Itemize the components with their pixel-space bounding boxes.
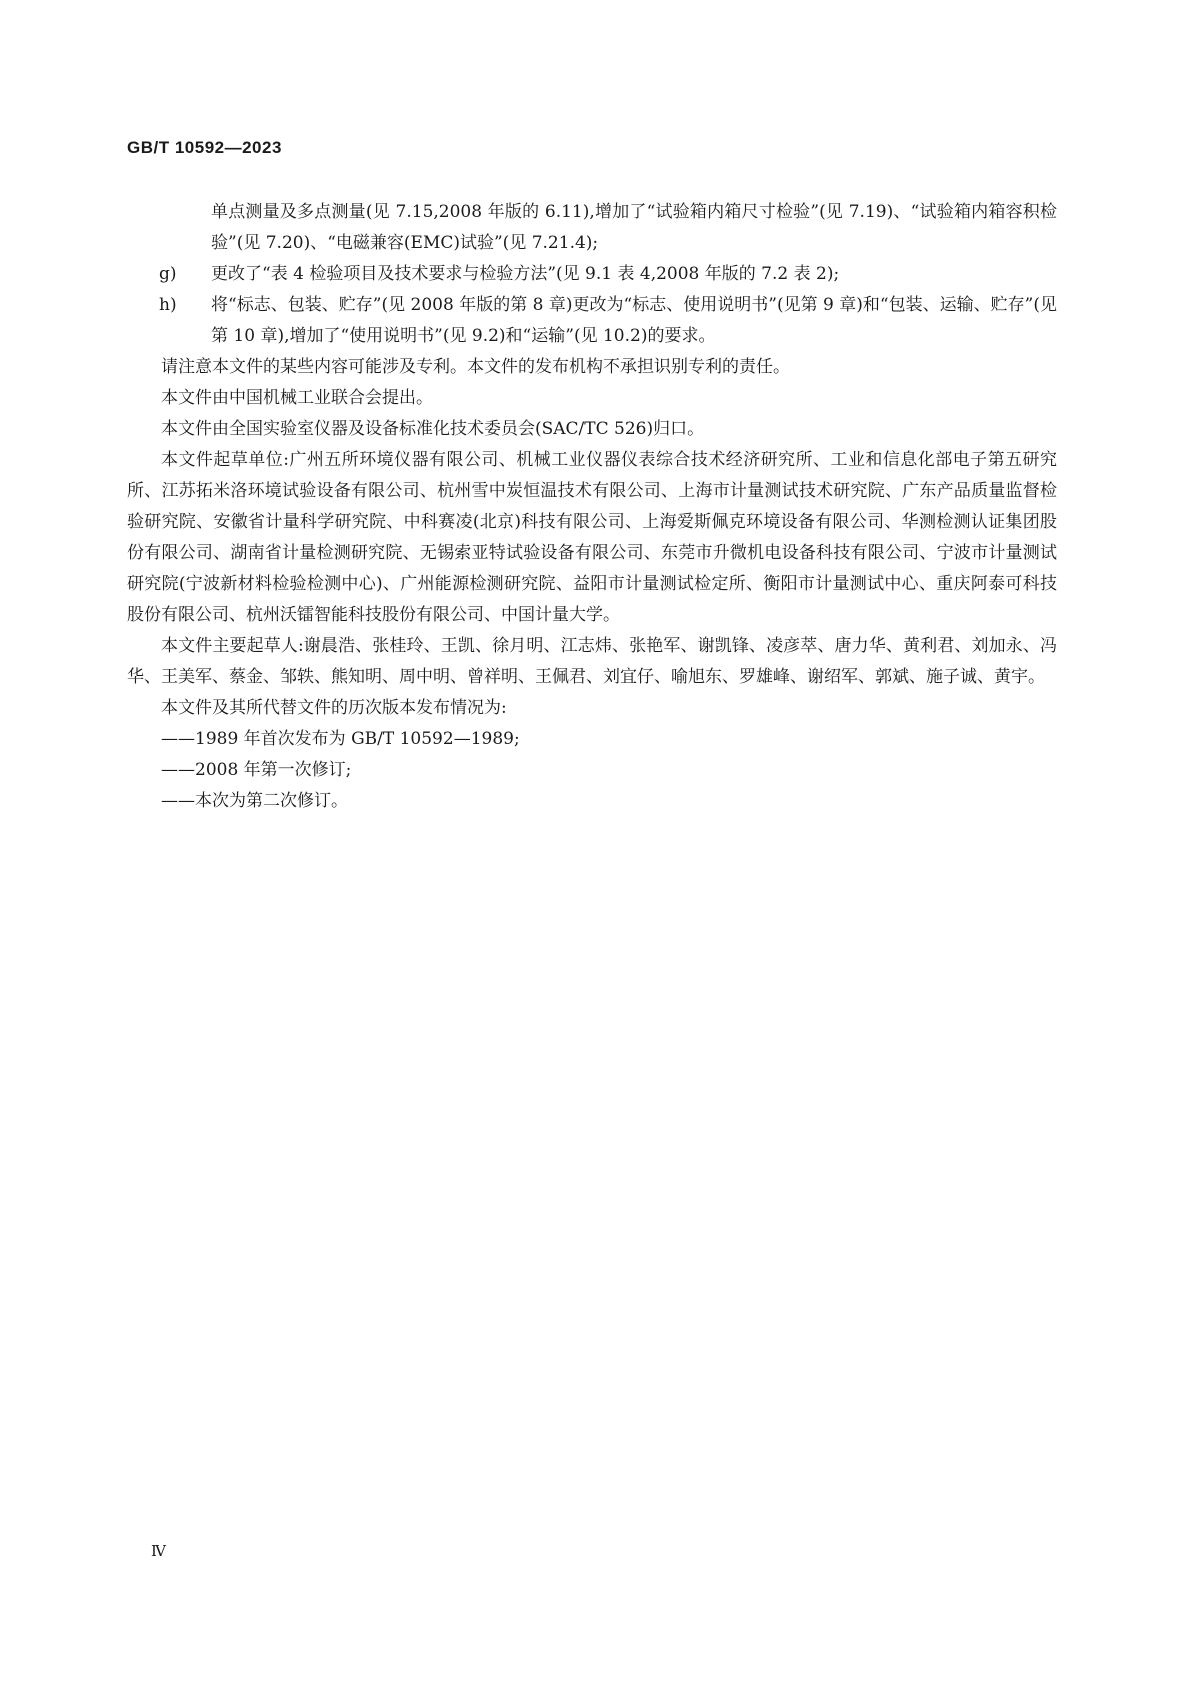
list-item-h [127, 290, 1057, 352]
document-code-header: GB/T 10592—2023 [127, 138, 282, 157]
drafting-units-paragraph: 本文件起草单位:广州五所环境仪器有限公司、机械工业仪器仪表综合技术经济研究所、工业和信息化部电子第五研究所、江苏拓米洛环境试验设备有限公司、杭州雪中炭恒温技术有限公司、上海市计量测试技术研究院、广东产品质量监督检验研究院、安徽省计量科学研究院、中科赛凌(北京)科技有限公司、上海爱斯佩克环境设备有限公司、华测检测认证集团股份有限公司、湖南省计量检测研究院、无锡索亚特试验设备有限公司、东莞市升微机电设备科技有限公司、宁波市计量测试研究院(宁波新材料检验检测中心)、广州能源检测研究院、益阳市计量测试检定所、衡阳市计量测试中心、重庆阿泰可科技股份有限公司、杭州沃镭智能科技股份有限公司、中国计量大学。 [127, 450, 1057, 625]
history-item: ——本次为第二次修订。 [161, 791, 348, 811]
page-number: Ⅳ [151, 1542, 166, 1560]
drafters-paragraph: 本文件主要起草人:谢晨浩、张桂玲、王凯、徐月明、江志炜、张艳军、谢凯锋、凌彦萃、唐力华、黄利君、刘加永、冯华、王美军、蔡金、邹轶、熊知明、周中明、曾祥明、王佩君、刘宜仔、喻旭东、罗雄峰、谢绍军、郭斌、施子诚、黄宇。 [127, 636, 1057, 687]
list-item-text: 更改了“表 4 检验项目及技术要求与检验方法”(见 9.1 表 4,2008 年版的 7.2 表 2); [211, 264, 840, 284]
proposer-paragraph: 本文件由中国机械工业联合会提出。 [161, 388, 433, 408]
committee-paragraph: 本文件由全国实验室仪器及设备标准化技术委员会(SAC/TC 526)归口。 [161, 419, 705, 439]
list-item-label: g) [159, 264, 177, 284]
list-item-text: 将“标志、包装、贮存”(见 2008 年版的第 8 章)更改为“标志、使用说明书”(见第 9 章)和“包装、运输、贮存”(见第 10 章),增加了“使用说明书”(见 9.2)和“运输”(见 10.2)的要求。 [211, 295, 1057, 346]
patent-notice-paragraph: 请注意本文件的某些内容可能涉及专利。本文件的发布机构不承担识别专利的责任。 [161, 357, 790, 377]
list-item-g [127, 259, 1057, 290]
history-item: ——1989 年首次发布为 GB/T 10592—1989; [161, 729, 520, 749]
list-item-label: h) [159, 295, 177, 315]
history-item: ——2008 年第一次修订; [161, 760, 352, 780]
history-intro-paragraph: 本文件及其所代替文件的历次版本发布情况为: [161, 698, 507, 718]
document-body [127, 197, 1057, 817]
list-item-continuation: 单点测量及多点测量(见 7.15,2008 年版的 6.11),增加了“试验箱内箱尺寸检验”(见 7.19)、“试验箱内箱容积检验”(见 7.20)、“电磁兼容(EMC)试验”(见 7.21.4); [211, 202, 1057, 253]
